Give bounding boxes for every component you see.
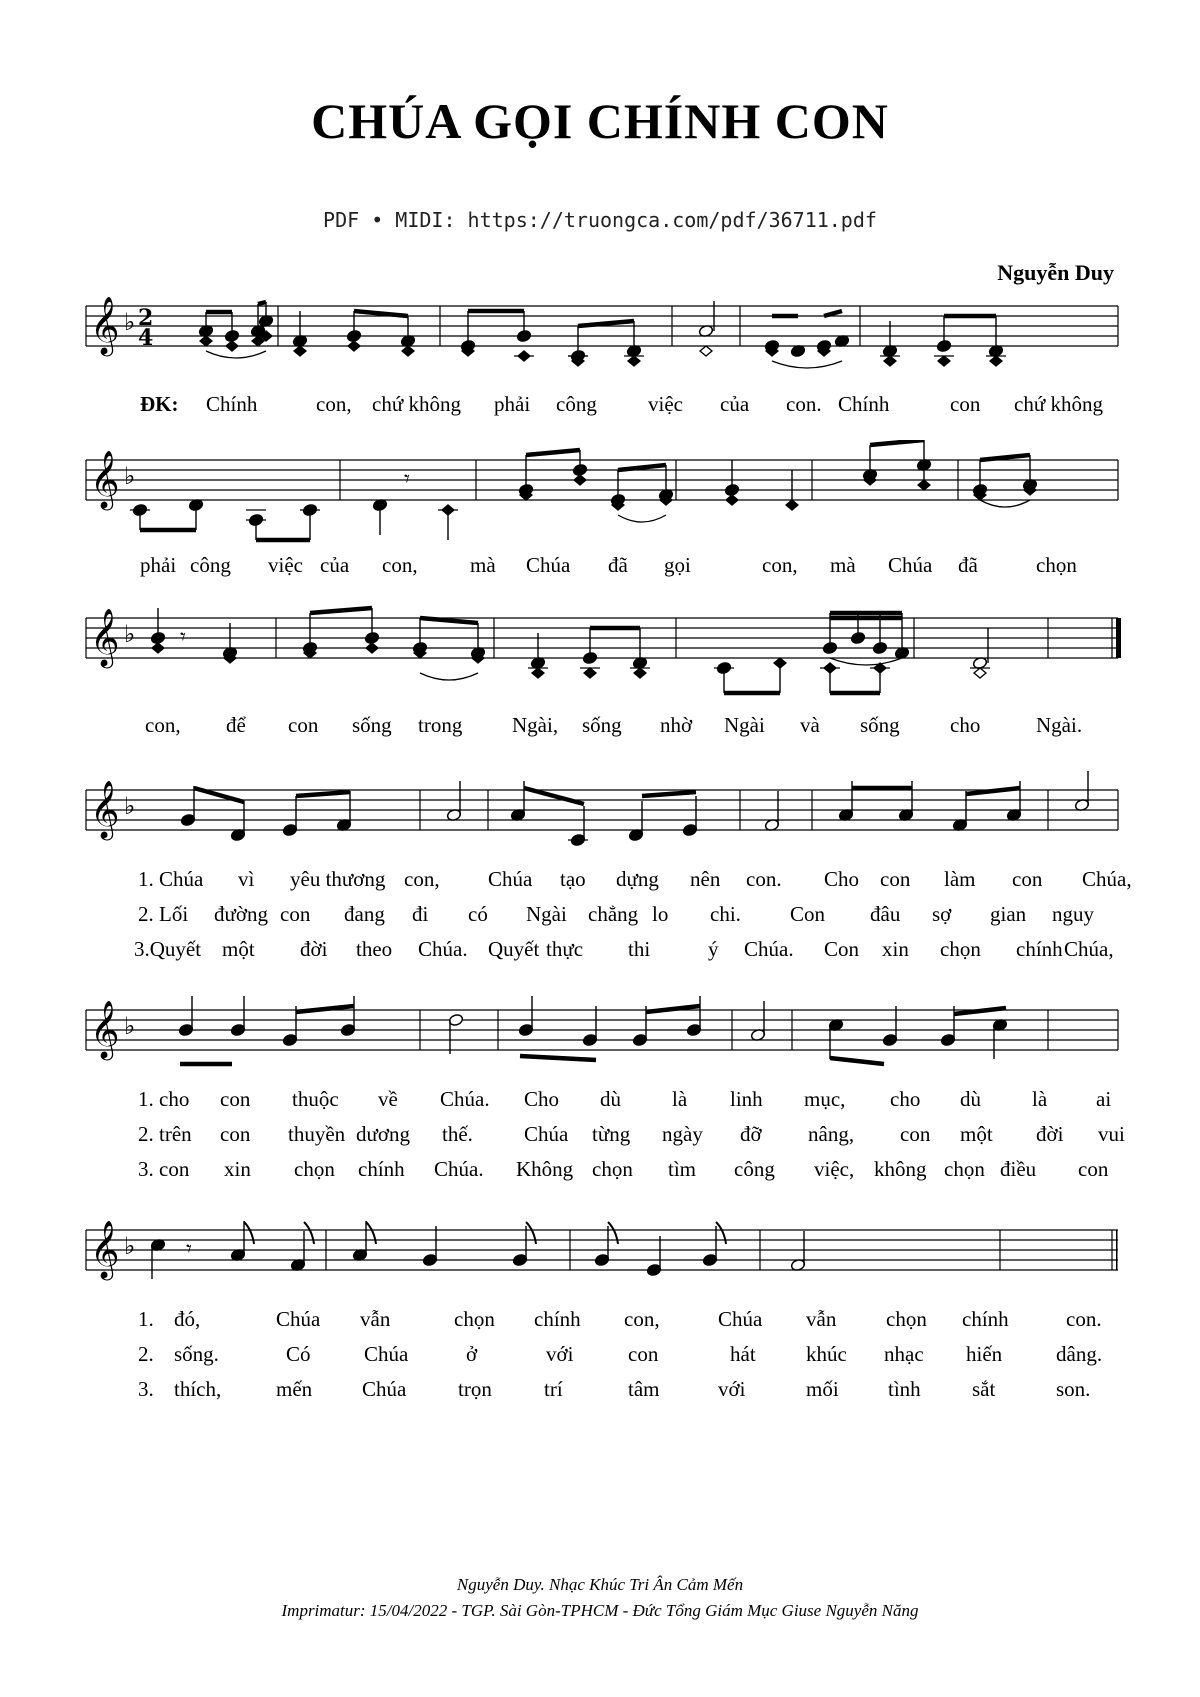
- lyric-word: Con: [824, 937, 860, 961]
- lyric-word: thế.: [442, 1122, 473, 1146]
- refrain-marker: ĐK:: [140, 392, 179, 416]
- lyric-word: để: [226, 713, 246, 737]
- lyric-word: ai: [1096, 1087, 1112, 1111]
- lyric-word: 2. Lối: [138, 902, 189, 926]
- lyric-word: yêu thương: [290, 867, 386, 891]
- lyric-word: con,: [762, 553, 798, 577]
- lyric-word: son.: [1056, 1377, 1091, 1401]
- lyric-word: con: [900, 1122, 931, 1146]
- lyric-word: chính: [358, 1157, 405, 1181]
- note-beam: [980, 455, 1030, 460]
- lyric-word: chọn: [1036, 553, 1077, 577]
- lyric-word: con: [220, 1087, 251, 1111]
- note-flag: [366, 1222, 376, 1244]
- lyric-word: Cho: [824, 867, 860, 891]
- note-flag: [716, 1222, 726, 1244]
- eighth-rest-icon: 𝄾: [404, 467, 410, 492]
- lyric-word: một: [960, 1122, 993, 1146]
- lyric-word: Chúa: [276, 1307, 321, 1331]
- lyric-word: nên: [690, 867, 721, 891]
- lyric-word: hiến: [966, 1342, 1003, 1366]
- lyric-word: con: [288, 713, 319, 737]
- lyric-word: vẫn: [806, 1307, 837, 1331]
- lyric-word: gọi: [664, 553, 691, 577]
- lyric-word: Chúa.: [440, 1087, 490, 1111]
- lyric-word: sắt: [972, 1377, 996, 1401]
- eighth-rest-icon: 𝄾: [180, 625, 186, 650]
- note-head: [634, 668, 646, 678]
- lyric-word: xin: [882, 937, 909, 961]
- eighth-rest-icon: 𝄾: [186, 1237, 192, 1262]
- lyric-word: chi.: [710, 902, 741, 926]
- lyric-word: trong: [418, 713, 463, 737]
- lyric-word: con,: [316, 392, 352, 416]
- note-head: [152, 643, 164, 653]
- lyric-word: ý: [708, 937, 719, 961]
- lyric-word: Chính: [838, 392, 890, 416]
- lyric-word: chính: [1016, 937, 1063, 961]
- lyric-word: 3. con: [138, 1157, 190, 1181]
- staff-system-4: [0, 770, 1200, 860]
- final-barline: [1116, 618, 1121, 658]
- refrain-lyrics-1: [0, 392, 1200, 420]
- note-flag: [608, 1222, 618, 1244]
- lyric-word: Ngài,: [512, 713, 559, 737]
- lyric-word: chọn: [944, 1157, 985, 1181]
- lyric-word: mối: [806, 1377, 839, 1401]
- lyric-word: cho: [950, 713, 981, 737]
- note-flag: [304, 1222, 314, 1244]
- time-signature-bottom: 4: [138, 325, 154, 351]
- lyric-word: 3.: [138, 1377, 154, 1401]
- lyric-word: linh: [730, 1087, 763, 1111]
- lyric-word: là: [1032, 1087, 1048, 1111]
- note-beam: [870, 440, 924, 445]
- flat-icon: ♭: [124, 1012, 136, 1040]
- lyric-word: nguy: [1052, 902, 1094, 926]
- lyric-word: con: [1078, 1157, 1109, 1181]
- note-head: [700, 346, 712, 356]
- lyric-word: con: [1012, 867, 1043, 891]
- lyric-word: sống.: [174, 1342, 219, 1366]
- lyric-word: con: [280, 902, 311, 926]
- note-beam: [578, 321, 634, 326]
- lyric-word: Chúa: [488, 867, 533, 891]
- treble-clef-icon: 𝄞: [90, 296, 120, 354]
- lyric-word: đó,: [174, 1307, 201, 1331]
- lyric-word: đi: [412, 902, 429, 926]
- lyric-word: công: [556, 392, 597, 416]
- lyric-word: Chúa: [526, 553, 571, 577]
- lyric-word: chọn: [454, 1307, 495, 1331]
- lyric-word: có: [468, 902, 488, 926]
- note-head: [584, 668, 596, 678]
- lyric-word: chứ không: [372, 392, 461, 416]
- lyric-word: Chúa.: [418, 937, 468, 961]
- note-beam: [954, 1008, 1006, 1014]
- lyric-word: việc: [648, 392, 683, 416]
- lyric-word: làm: [944, 867, 976, 891]
- lyric-word: nhờ: [660, 713, 693, 737]
- lyric-word: con: [220, 1122, 251, 1146]
- staff-system-1: [0, 280, 1200, 390]
- lyric-word: ngày: [662, 1122, 703, 1146]
- lyric-word: Chúa.: [744, 937, 794, 961]
- lyric-word: đời: [300, 937, 328, 961]
- note-beam: [258, 302, 266, 304]
- note-head: [532, 668, 544, 678]
- lyric-word: mến: [276, 1377, 313, 1401]
- note-head: [974, 668, 986, 678]
- note-beam: [526, 450, 580, 455]
- lyric-word: dù: [960, 1087, 981, 1111]
- lyric-word: vì: [238, 867, 255, 891]
- lyric-word: của: [320, 553, 350, 577]
- lyric-word: mà: [830, 553, 856, 577]
- lyric-word: chính: [962, 1307, 1009, 1331]
- note-head: [938, 356, 950, 366]
- lyric-word: con,: [404, 867, 440, 891]
- staff-system-5: [0, 990, 1200, 1080]
- staff-system-2: [0, 440, 1200, 570]
- lyric-word: tâm: [628, 1377, 660, 1401]
- lyric-word: Không: [516, 1157, 574, 1181]
- lyric-word: từng: [592, 1122, 631, 1146]
- flat-icon: ♭: [124, 792, 136, 820]
- lyric-word: dựng: [616, 867, 659, 891]
- treble-clef-icon: 𝄞: [90, 780, 120, 838]
- note-beam: [310, 608, 372, 613]
- lyric-word: thuyền: [288, 1122, 346, 1146]
- lyric-word: Ngài: [526, 902, 567, 926]
- treble-clef-icon: 𝄞: [90, 1220, 120, 1278]
- refrain-lyrics-2: [0, 553, 1200, 581]
- treble-clef-icon: 𝄞: [90, 608, 120, 666]
- lyric-word: về: [378, 1087, 398, 1111]
- staff-system-3: [0, 600, 1200, 720]
- slur: [772, 361, 842, 368]
- lyric-word: con.: [746, 867, 782, 891]
- song-title: CHÚA GỌI CHÍNH CON: [311, 93, 889, 149]
- note-beam: [618, 465, 666, 470]
- lyric-word: Có: [286, 1342, 311, 1366]
- treble-clef-icon: 𝄞: [90, 1000, 120, 1058]
- lyric-word: sống: [582, 713, 622, 737]
- lyric-word: đâu: [870, 902, 901, 926]
- lyric-word: Con: [790, 902, 826, 926]
- lyric-word: Cho: [524, 1087, 560, 1111]
- slur: [830, 658, 902, 665]
- note-beam: [296, 1006, 354, 1012]
- lyric-word: con.: [786, 392, 822, 416]
- lyric-word: sợ: [932, 902, 952, 926]
- slur: [980, 500, 1030, 507]
- lyric-word: 2.: [138, 1342, 154, 1366]
- lyric-word: Chúa: [524, 1122, 569, 1146]
- lyric-word: Chúa: [362, 1377, 407, 1401]
- lyric-word: sống: [860, 713, 900, 737]
- note-head: [200, 336, 212, 346]
- lyric-word: vẫn: [360, 1307, 391, 1331]
- lyric-word: dương: [356, 1122, 410, 1146]
- verse-lyrics: [0, 1122, 1200, 1150]
- verse-lyrics: [0, 867, 1200, 895]
- lyric-word: với: [718, 1377, 746, 1401]
- lyric-word: thích,: [174, 1377, 222, 1401]
- verse-lyrics: [0, 902, 1200, 930]
- lyric-word: đã: [958, 553, 978, 577]
- lyric-word: theo: [356, 937, 393, 961]
- lyric-word: đỡ: [740, 1122, 762, 1146]
- lyric-word: lo: [652, 902, 669, 926]
- lyric-word: con: [628, 1342, 659, 1366]
- verse-lyrics: [0, 1342, 1200, 1370]
- note-flag: [526, 1222, 536, 1244]
- lyric-word: phải: [494, 392, 531, 416]
- slur: [618, 515, 666, 522]
- note-head: [348, 341, 360, 351]
- lyric-word: đường: [214, 902, 268, 926]
- note-head: [366, 643, 378, 653]
- lyric-word: chính: [534, 1307, 581, 1331]
- footer-imprimatur: Imprimatur: 15/04/2022 - TGP. Sài Gòn-TPHCM - Đức Tổng Giám Mục Giuse Nguyễn Năng: [281, 1601, 919, 1620]
- verse-lyrics: [0, 1087, 1200, 1115]
- lyric-word: 1. Chúa: [138, 867, 204, 891]
- lyric-word: chẳng: [588, 902, 639, 926]
- note-beam: [646, 1006, 700, 1012]
- lyric-word: thuộc: [292, 1087, 339, 1111]
- lyric-word: chọn: [294, 1157, 335, 1181]
- lyric-word: Chúa: [364, 1342, 409, 1366]
- note-flag: [244, 1222, 254, 1244]
- lyric-word: Ngài: [724, 713, 765, 737]
- lyric-word: tình: [888, 1377, 921, 1401]
- lyric-word: Chúa,: [1064, 937, 1114, 961]
- lyric-word: trí: [544, 1377, 563, 1401]
- lyric-word: gian: [990, 902, 1027, 926]
- source-link[interactable]: PDF • MIDI: https://truongca.com/pdf/36711.pdf: [323, 208, 877, 232]
- note-beam: [824, 311, 842, 316]
- lyric-word: chọn: [592, 1157, 633, 1181]
- lyric-word: Chúa.: [434, 1157, 484, 1181]
- lyric-word: Quyết: [488, 937, 540, 961]
- flat-icon: ♭: [124, 308, 136, 336]
- note-beam: [296, 792, 350, 796]
- note-beam: [520, 1056, 596, 1060]
- composer-name: Nguyễn Duy: [997, 260, 1114, 285]
- treble-clef-icon: 𝄞: [90, 450, 120, 508]
- verse-lyrics: [0, 937, 1200, 965]
- slur: [206, 351, 266, 358]
- lyric-word: công: [734, 1157, 775, 1181]
- lyric-word: Chúa: [718, 1307, 763, 1331]
- lyric-word: dù: [600, 1087, 621, 1111]
- lyric-word: việc,: [814, 1157, 855, 1181]
- lyric-word: dâng.: [1056, 1342, 1103, 1366]
- lyric-word: xin: [224, 1157, 251, 1181]
- lyric-word: thi: [628, 937, 651, 961]
- lyric-word: đã: [608, 553, 628, 577]
- lyric-word: điều: [1000, 1157, 1037, 1181]
- lyric-word: con.: [1066, 1307, 1102, 1331]
- verse-lyrics: [0, 1307, 1200, 1335]
- note-beam: [830, 1058, 884, 1064]
- lyric-word: tạo: [560, 867, 586, 891]
- lyric-word: không: [874, 1157, 927, 1181]
- lyric-word: thực: [546, 937, 584, 961]
- refrain-lyrics-3: [0, 713, 1200, 741]
- flat-icon: ♭: [124, 1232, 136, 1260]
- lyric-word: con: [950, 392, 981, 416]
- lyric-word: Chúa,: [1082, 867, 1132, 891]
- lyric-word: cho: [890, 1087, 921, 1111]
- lyric-word: đời: [1036, 1122, 1064, 1146]
- note-head: [294, 346, 306, 356]
- lyric-word: chọn: [940, 937, 981, 961]
- lyric-word: con,: [145, 713, 181, 737]
- lyric-word: đang: [344, 902, 385, 926]
- final-barline: [1116, 1230, 1118, 1270]
- flat-icon: ♭: [124, 462, 136, 490]
- lyric-word: mục,: [804, 1087, 846, 1111]
- note-beam: [354, 311, 408, 316]
- note-head: [628, 356, 640, 366]
- note-head: [884, 356, 896, 366]
- lyric-word: Chính: [206, 392, 258, 416]
- lyric-word: Chúa: [888, 553, 933, 577]
- lyric-word: 2. trên: [138, 1122, 192, 1146]
- lyric-word: khúc: [806, 1342, 847, 1366]
- verse-lyrics: [0, 1377, 1200, 1405]
- note-beam: [966, 788, 1020, 794]
- note-beam: [642, 792, 696, 796]
- lyric-word: nâng,: [808, 1122, 855, 1146]
- lyric-word: mà: [470, 553, 496, 577]
- footer-credit: Nguyễn Duy. Nhạc Khúc Tri Ân Cảm Mến: [456, 1575, 744, 1594]
- slur: [420, 673, 478, 680]
- lyric-word: Ngài.: [1036, 713, 1083, 737]
- lyric-word: phải: [140, 553, 177, 577]
- lyric-word: con,: [382, 553, 418, 577]
- lyric-word: là: [672, 1087, 688, 1111]
- flat-icon: ♭: [124, 620, 136, 648]
- note-head: [402, 346, 414, 356]
- note-head: [726, 495, 738, 505]
- time-signature-top: 2: [138, 305, 154, 331]
- lyric-word: con: [880, 867, 911, 891]
- lyric-word: việc: [268, 553, 303, 577]
- note-head: [990, 356, 1002, 366]
- lyric-word: vui: [1098, 1122, 1125, 1146]
- note-head: [226, 341, 238, 351]
- lyric-word: với: [546, 1342, 574, 1366]
- lyric-word: hát: [730, 1342, 756, 1366]
- staff-system-6: [0, 1210, 1200, 1300]
- verse-lyrics: [0, 1157, 1200, 1185]
- lyric-word: và: [800, 713, 820, 737]
- lyric-word: con,: [624, 1307, 660, 1331]
- lyric-word: chứ không: [1014, 392, 1103, 416]
- lyric-word: trọn: [458, 1377, 492, 1401]
- lyric-word: một: [222, 937, 255, 961]
- lyric-word: công: [190, 553, 231, 577]
- lyric-word: của: [720, 392, 750, 416]
- lyric-word: chọn: [886, 1307, 927, 1331]
- lyric-word: ở: [466, 1342, 478, 1366]
- lyric-word: sống: [352, 713, 392, 737]
- lyric-word: 1. cho: [138, 1087, 190, 1111]
- note-beam: [420, 618, 478, 623]
- lyric-word: nhạc: [884, 1342, 924, 1366]
- lyric-word: 1.: [138, 1307, 154, 1331]
- lyric-word: tìm: [668, 1157, 697, 1181]
- lyric-word: 3.Quyết: [134, 937, 202, 961]
